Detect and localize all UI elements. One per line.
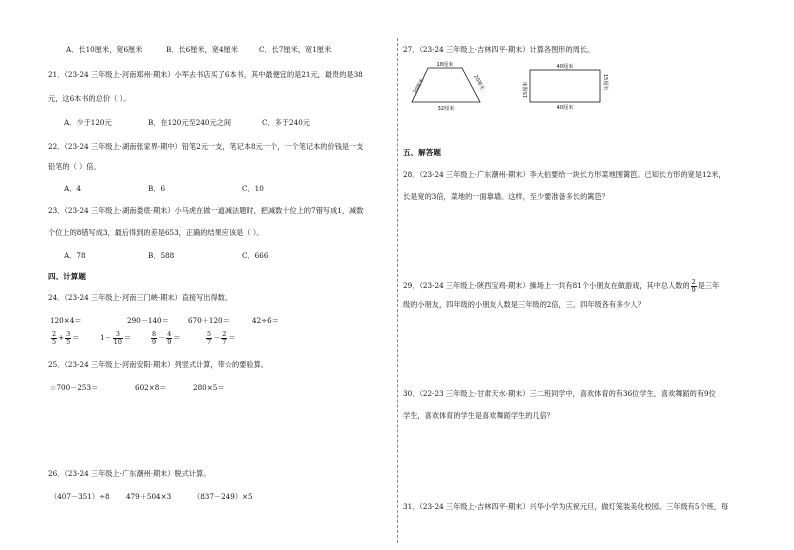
q20-option-a: A．长10厘米，宽6厘米 — [66, 45, 143, 54]
trapezoid-top-label: 18厘米 — [436, 62, 454, 68]
q31-text-line1: 31．（23-24 三年级上·吉林四平·期末）兴华小学为庆祝元旦，做灯笼装美化校园。三年级有5个班，每 — [403, 502, 729, 511]
rectangle-top-label: 40厘米 — [556, 64, 574, 70]
fraction: $\frac{2}{5}$ — [52, 329, 57, 346]
q30-text-line2: 学生，喜欢体育的学生是喜欢舞蹈学生的几倍？ — [403, 411, 554, 420]
rectangle-figure — [518, 62, 610, 112]
q22-text-line1: 22．（23-24 三年级上·湖南张家界·期中）铅笔2元一支，笔记本8元一个，一个笔记本的价钱是一支 — [48, 142, 364, 151]
q29-text-line2: 级的小朋友，四年级的小朋友人数是三年级的2倍，三、四年级各有多少人？ — [403, 300, 645, 309]
q22-option-a: A．4 — [64, 184, 81, 193]
section-5-heading: 五、解答题 — [403, 148, 441, 157]
fraction: $\frac{4}{9}$ — [167, 329, 172, 346]
q24-frac-item-1: $\frac{2}{5}$ + $\frac{3}{5}$ ＝ — [52, 329, 80, 346]
q20-option-b: B．长6厘米，宽4厘米 — [166, 45, 238, 54]
q24-frac-item-3: $\frac{8}{9}$ － $\frac{4}{9}$ ＝ — [152, 329, 181, 346]
trapezoid-bottom-label: 32厘米 — [437, 106, 455, 112]
q23-text-line1: 23．（23-24 三年级上·湖南娄底·期末）小马虎在做一道减法题时，把减数十位上的7错写成1，减数 — [48, 206, 364, 215]
q21-text-line2: 元，这6本书的总价（ ）。 — [48, 94, 131, 103]
rectangle-bottom-label: 40厘米 — [556, 105, 574, 111]
q21-option-c: C．多于240元 — [262, 118, 310, 127]
q25-item-3: 280×5＝ — [193, 383, 225, 392]
fraction: $\frac{2}{9}$ — [691, 277, 696, 294]
q24-item-3: 670＋120＝ — [188, 316, 230, 325]
q26-item-3: （837－249）×5 — [193, 492, 253, 501]
q25-item-1: ☆700－253＝ — [50, 383, 99, 392]
fraction: $\frac{3}{5}$ — [66, 329, 71, 346]
column-divider — [397, 38, 398, 543]
q24-item-4: 42÷6＝ — [252, 316, 279, 325]
q26-item-2: 479＋504×3 — [126, 492, 172, 501]
q20-option-c: C．长7厘米，宽1厘米 — [259, 45, 332, 54]
rectangle-right-label: 15厘米 — [602, 74, 608, 91]
fraction: $\frac{2}{7}$ — [222, 329, 227, 346]
rectangle-left-label: 15厘米 — [523, 81, 529, 98]
q21-option-a: A．少于120元 — [64, 118, 112, 127]
q27-text: 27．（23-24 三年级上·吉林四平·期末）计算各图形的周长。 — [403, 45, 595, 54]
q30-text-line1: 30．（22-23 三年级上·甘肃天水·期末）三二班同学中，喜欢体育的有36位学生，喜欢舞蹈的有9位 — [403, 389, 716, 398]
q24-item-1: 120×4＝ — [50, 316, 82, 325]
q26-text: 26．（23-24 三年级上·广东潮州·期末）脱式计算。 — [48, 469, 211, 478]
q23-text-line2: 个位上的8错写成3，最后得到的差是653，正确的结果应该是（ ）。 — [48, 228, 264, 237]
q25-text: 25．（23-24 三年级上·河南安阳·期末）列竖式计算，带☆的要验算。 — [48, 360, 268, 369]
q29-text-line1: 29．（23-24 三年级上·陕西宝鸡·期末）操场上一共有81个小朋友在做游戏，其中总人数的 $\frac{2}{9}$ 是三年 — [403, 277, 720, 294]
q21-text-line1: 21．（23-24 三年级上·河南郑州·期末）小军去书店买了6本书，其中最便宜的是21元，最贵的是38 — [48, 70, 363, 79]
fraction: $\frac{3}{10}$ — [113, 329, 122, 346]
trapezoid-left-label: 20厘米 — [412, 77, 426, 95]
q28-text-line1: 28．（23-24 三年级上·广东潮州·期末）李大伯要给一块长方形菜地围篱笆。已知长方形的宽是12米， — [403, 170, 726, 179]
q23-option-c: C．666 — [242, 251, 269, 260]
fraction: $\frac{5}{7}$ — [207, 329, 212, 346]
q23-option-a: A．78 — [64, 251, 86, 260]
trapezoid-figure — [404, 60, 496, 112]
q21-option-b: B．在120元至240元之间 — [148, 118, 232, 127]
q28-text-line2: 长是宽的3倍，菜地的一面靠墙。这样，至少要准备多长的篱笆？ — [403, 192, 609, 201]
q22-text-line2: 铅笔的（ ）倍。 — [48, 162, 101, 171]
rectangle-shape — [530, 70, 600, 102]
section-4-heading: 四、计算题 — [48, 272, 86, 281]
q23-option-b: B．588 — [148, 251, 175, 260]
q24-frac-item-2: 1－ $\frac{3}{10}$ ＝ — [100, 329, 132, 346]
q22-option-c: C．10 — [242, 184, 264, 193]
q24-text: 24．（23-24 三年级上·河南三门峡·期末）直接写出得数。 — [48, 293, 233, 302]
q26-item-1: （407－351）÷8 — [50, 492, 110, 501]
fraction: $\frac{8}{9}$ — [152, 329, 157, 346]
q24-frac-item-4: $\frac{5}{7}$ － $\frac{2}{7}$ ＝ — [207, 329, 236, 346]
q22-option-b: B．6 — [148, 184, 166, 193]
q25-item-2: 602×8＝ — [135, 383, 167, 392]
q24-item-2: 290－140＝ — [127, 316, 169, 325]
trapezoid-right-label: 20厘米 — [472, 74, 486, 92]
